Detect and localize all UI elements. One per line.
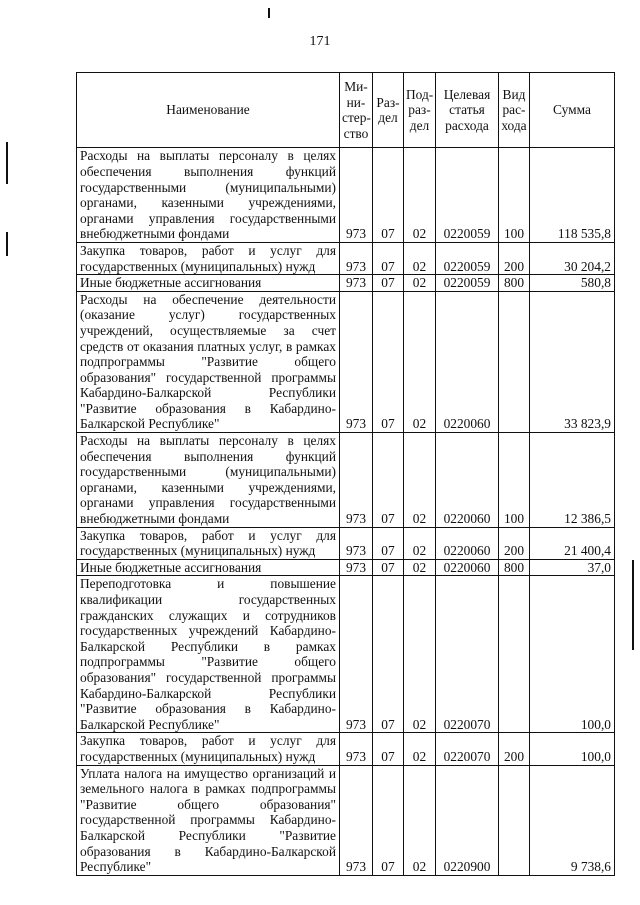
table-row (77, 291, 615, 432)
cell-type (499, 291, 530, 432)
table-header-row (77, 73, 615, 148)
cell-target: 0220070 (436, 576, 499, 733)
cell-target: 0220060 (436, 527, 499, 559)
cell-section: 07 (373, 291, 404, 432)
cell-section: 07 (373, 275, 404, 292)
cell-sum: 37,0 (530, 559, 615, 576)
cell-target: 0220060 (436, 291, 499, 432)
cell-type: 800 (499, 275, 530, 292)
cell-name: Иные бюджетные ассигнования (77, 275, 340, 292)
cell-sum: 30 204,2 (530, 242, 615, 274)
cell-ministry: 973 (340, 291, 373, 432)
table-row (77, 559, 615, 576)
cell-ministry: 973 (340, 733, 373, 765)
cell-name: Закупка товаров, работ и услуг для государственных (муниципальных) нужд (77, 527, 340, 559)
header-target: Целевая статья расхода (436, 73, 499, 148)
scan-mark-top (268, 8, 270, 18)
cell-name: Закупка товаров, работ и услуг для государственных (муниципальных) нужд (77, 242, 340, 274)
cell-section: 07 (373, 559, 404, 576)
header-subsection: Под-раз-дел (404, 73, 436, 148)
table-row (77, 433, 615, 528)
cell-name: Закупка товаров, работ и услуг для государственных (муниципальных) нужд (77, 733, 340, 765)
cell-section: 07 (373, 433, 404, 528)
table-row (77, 576, 615, 733)
cell-sum: 21 400,4 (530, 527, 615, 559)
header-ministry: Ми-ни-стер-ство (340, 73, 373, 148)
cell-type: 100 (499, 148, 530, 243)
cell-type: 200 (499, 242, 530, 274)
cell-section: 07 (373, 527, 404, 559)
cell-section: 07 (373, 765, 404, 875)
cell-ministry: 973 (340, 148, 373, 243)
cell-target: 0220070 (436, 733, 499, 765)
header-type: Вид рас-хода (499, 73, 530, 148)
cell-type: 200 (499, 527, 530, 559)
header-name: Наименование (77, 73, 340, 148)
scan-mark-right (632, 560, 634, 650)
cell-section: 07 (373, 242, 404, 274)
cell-subsection: 02 (404, 733, 436, 765)
cell-name: Переподготовка и повышение квалификации государственных гражданских служащих и сотрудников государственных учреждений Кабардино-Балкарской Республики в рамках подпрограммы "Развитие общего образования" государственной программы Кабардино-Балкарской Республики "Развитие образования в Кабардино-Балкарской Республике" (77, 576, 340, 733)
cell-subsection: 02 (404, 559, 436, 576)
cell-sum: 33 823,9 (530, 291, 615, 432)
cell-type: 100 (499, 433, 530, 528)
scan-mark-left-2 (6, 232, 8, 256)
page-number: 171 (309, 34, 331, 49)
cell-type: 200 (499, 733, 530, 765)
cell-sum: 118 535,8 (530, 148, 615, 243)
cell-ministry: 973 (340, 275, 373, 292)
table-row (77, 527, 615, 559)
cell-ministry: 973 (340, 433, 373, 528)
cell-type (499, 576, 530, 733)
cell-target: 0220059 (436, 242, 499, 274)
cell-subsection: 02 (404, 242, 436, 274)
cell-target: 0220060 (436, 433, 499, 528)
cell-subsection: 02 (404, 275, 436, 292)
cell-subsection: 02 (404, 576, 436, 733)
table-row (77, 765, 615, 875)
cell-type: 800 (499, 559, 530, 576)
header-sum: Сумма (530, 73, 615, 148)
cell-section: 07 (373, 733, 404, 765)
cell-subsection: 02 (404, 148, 436, 243)
cell-section: 07 (373, 576, 404, 733)
cell-ministry: 973 (340, 559, 373, 576)
table-row (77, 242, 615, 274)
cell-target: 0220060 (436, 559, 499, 576)
cell-sum: 12 386,5 (530, 433, 615, 528)
cell-subsection: 02 (404, 527, 436, 559)
cell-ministry: 973 (340, 576, 373, 733)
cell-target: 0220900 (436, 765, 499, 875)
cell-subsection: 02 (404, 765, 436, 875)
cell-sum: 100,0 (530, 733, 615, 765)
cell-ministry: 973 (340, 527, 373, 559)
budget-table (76, 72, 615, 876)
table-row (77, 148, 615, 243)
cell-sum: 9 738,6 (530, 765, 615, 875)
cell-type (499, 765, 530, 875)
cell-name: Расходы на обеспечение деятельности (оказание услуг) государственных учреждений, осуществляемые за счет средств от оказания платных услуг, в рамках подпрограммы "Развитие общего образования" государственной программы Кабардино-Балкарской Республики "Развитие образования в Кабардино-Балкарской Республике" (77, 291, 340, 432)
cell-ministry: 973 (340, 242, 373, 274)
cell-sum: 580,8 (530, 275, 615, 292)
cell-name: Уплата налога на имущество организаций и земельного налога в рамках подпрограммы "Развитие общего образования" государственной программы Кабардино-Балкарской Республики "Развитие образования в Кабардино-Балкарской Республике" (77, 765, 340, 875)
cell-target: 0220059 (436, 275, 499, 292)
table-row (77, 733, 615, 765)
cell-subsection: 02 (404, 291, 436, 432)
cell-ministry: 973 (340, 765, 373, 875)
cell-name: Расходы на выплаты персоналу в целях обеспечения выполнения функций государственными (муниципальными) органами, казенными учреждениями, органами управления государственными внебюджетными фондами (77, 433, 340, 528)
cell-name: Иные бюджетные ассигнования (77, 559, 340, 576)
scan-mark-left-1 (6, 142, 8, 184)
header-section: Раз-дел (373, 73, 404, 148)
cell-name: Расходы на выплаты персоналу в целях обеспечения выполнения функций государственными (муниципальными) органами, казенными учреждениями, органами управления государственными внебюджетными фондами (77, 148, 340, 243)
cell-section: 07 (373, 148, 404, 243)
cell-sum: 100,0 (530, 576, 615, 733)
cell-subsection: 02 (404, 433, 436, 528)
table-row (77, 275, 615, 292)
cell-target: 0220059 (436, 148, 499, 243)
